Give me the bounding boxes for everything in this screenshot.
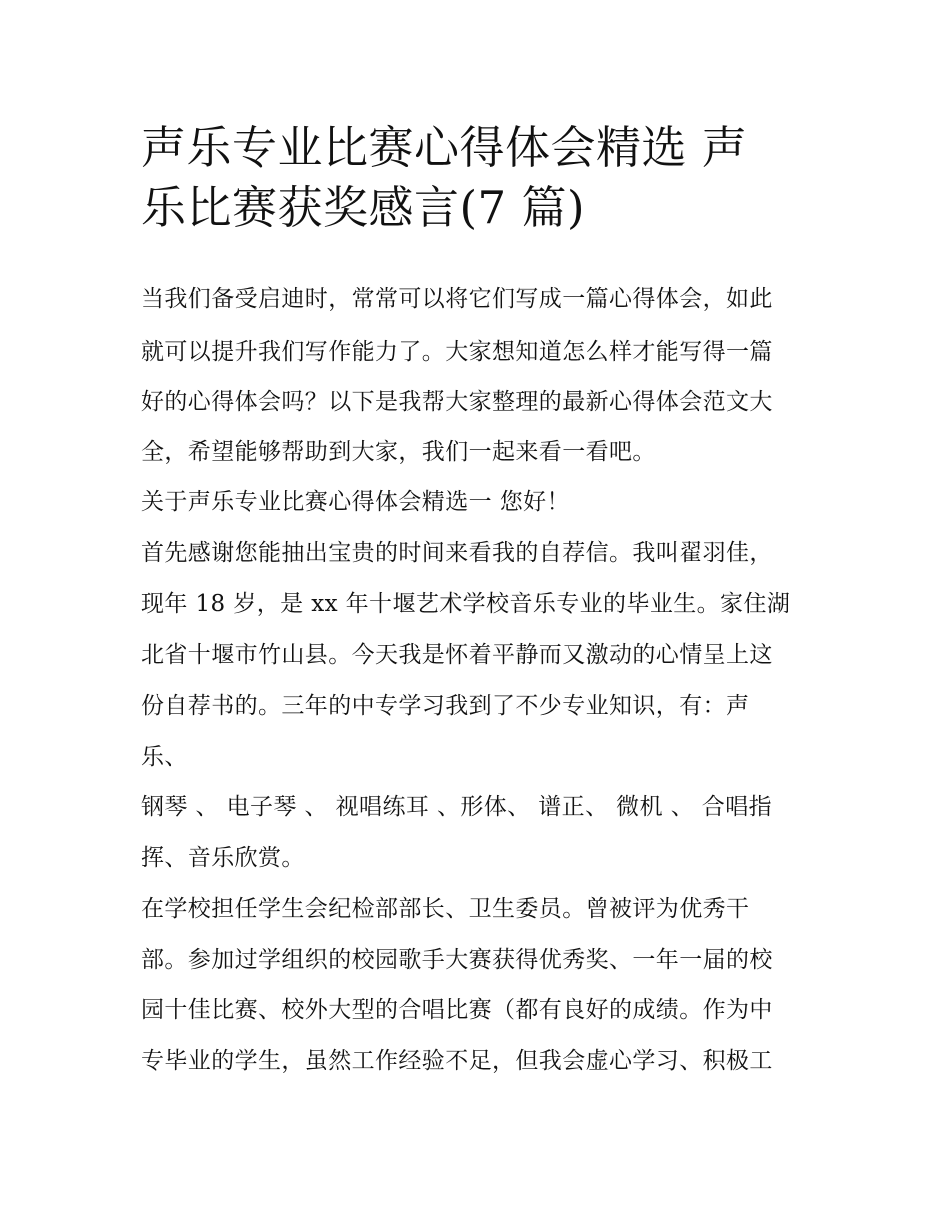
body-line: 全，希望能够帮助到大家，我们一起来看一看吧。 bbox=[141, 439, 656, 465]
body-line: 挥、音乐欣赏。 bbox=[141, 845, 305, 871]
body-line: 园十佳比赛、校外大型的合唱比赛（都有良好的成绩。作为中 bbox=[141, 997, 773, 1023]
body-line: 首先感谢您能抽出宝贵的时间来看我的自荐信。我叫翟羽佳， bbox=[141, 540, 773, 566]
body-line: 现年 18 岁，是 xx 年十堰艺术学校音乐专业的毕业生。家住湖 bbox=[141, 591, 791, 617]
title-line-1: 声乐专业比赛心得体会精选 声 bbox=[141, 121, 748, 174]
title-line-2: 乐比赛获奖感言(7 篇) bbox=[141, 181, 586, 234]
body-line: 钢琴 、 电子琴 、 视唱练耳 、形体、 谱正、 微机 、 合唱指 bbox=[141, 794, 772, 820]
body-line: 关于声乐专业比赛心得体会精选一 您好！ bbox=[141, 489, 570, 515]
body-line: 当我们备受启迪时，常常可以将它们写成一篇心得体会，如此 bbox=[141, 286, 773, 312]
body-line: 好的心得体会吗？以下是我帮大家整理的最新心得体会范文大 bbox=[141, 389, 773, 415]
body-line: 份自荐书的。三年的中专学习我到了不少专业知识，有：声 bbox=[141, 693, 750, 719]
body-line: 在学校担任学生会纪检部部长、卫生委员。曾被评为优秀干 bbox=[141, 896, 750, 922]
body-line: 部。参加过学组织的校园歌手大赛获得优秀奖、一年一届的校 bbox=[141, 947, 773, 973]
document-title bbox=[141, 118, 821, 238]
body-line: 专毕业的学生，虽然工作经验不足，但我会虚心学习、积极工 bbox=[141, 1048, 773, 1074]
body-line: 就可以提升我们写作能力了。大家想知道怎么样才能写得一篇 bbox=[141, 339, 773, 365]
body-line: 乐、 bbox=[141, 744, 188, 770]
body-line: 北省十堰市竹山县。今天我是怀着平静而又激动的心情呈上这 bbox=[141, 642, 773, 668]
